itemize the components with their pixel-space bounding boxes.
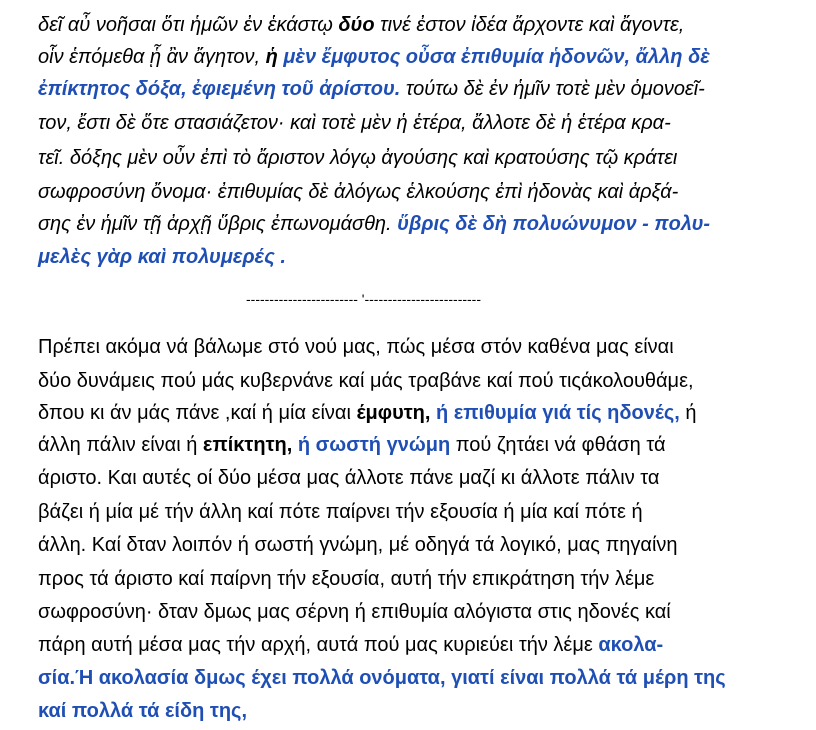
- modern-line-7: άλλη. Καί δταν λοιπόν ή σωστή γνώμη, μέ οδηγά τά λογικό, μας πηγαίνη: [38, 534, 678, 556]
- text-run: πού ζητάει νά φθάση τά: [450, 434, 666, 456]
- text-run: δπου κι άν μάς πάνε ,καί ή μία είναι: [38, 402, 357, 424]
- ancient-line-1: [38, 13, 684, 37]
- modern-line-2: δύο δυνάμεις πού μάς κυβερνάνε καί μάς τραβάνε καί πού τιςάκολουθάμε,: [38, 370, 694, 392]
- modern-line-9: σωφροσύνη· δταν δμως μας σέρνη ή επιθυμία αλόγιστα στις ηδονές καί: [38, 601, 671, 623]
- bold-term-emfyti: έμφυτη,: [356, 402, 431, 424]
- highlighted-phrase: μὲν ἔμφυτος οὖσα ἐπιθυμία ἡδονῶν, ἄλλη δὲ: [283, 46, 710, 68]
- ancient-line-8: μελὲς γὰρ καὶ πολυμερές .: [38, 246, 286, 268]
- ancient-line-6: σωφροσύνη ὄνομα· ἐπιθυμίας δὲ ἀλόγως ἑλκούσης ἐπὶ ἡδονὰς καὶ ἀρξά-: [38, 181, 679, 203]
- text-run: ή: [679, 402, 697, 424]
- modern-line-8: προς τά άριστο καί παίρνη τήν εξουσία, αυτή τήν επικράτηση τήν λέμε: [38, 568, 655, 590]
- ancient-line-5: τεῖ. δόξης μὲν οὖν ἐπὶ τὸ ἄριστον λόγῳ ἀγούσης καὶ κρατούσης τῷ κράτει: [38, 147, 678, 169]
- ancient-line-4: τον, ἔστι δὲ ὅτε στασιάζετον· καὶ τοτὲ μὲν ἡ ἑτέρα, ἄλλοτε δὲ ἡ ἑτέρα κρα-: [38, 112, 671, 134]
- highlighted-phrase: ἐπίκτητος δόξα, ἐφιεμένη τοῦ ἀρίστου.: [38, 78, 401, 100]
- bold-term-epiktiti: επίκτητη,: [202, 434, 293, 456]
- modern-line-5: άριστο. Και αυτές οί δύο μέσα μας άλλοτε πάνε μαζί κι άλλοτε πάλιν τα: [38, 467, 660, 489]
- text-run: πάρη αυτή μέσα μας τήν αρχή, αυτά πού μας κυριεύει τήν λέμε: [38, 634, 599, 656]
- highlighted-phrase: ακολα-: [598, 634, 664, 656]
- bold-term-duo: δύο: [338, 14, 375, 36]
- ancient-line-7: [38, 212, 710, 236]
- section-divider: ------------------------ '-------------------------: [246, 291, 482, 307]
- highlighted-phrase: ή επιθυμία γιά τίς ηδονές,: [435, 402, 680, 424]
- text-run: άλλη πάλιν είναι ή: [38, 434, 203, 456]
- ancient-line-3: [38, 77, 705, 101]
- text-run: σης ἐν ἡμῖν τῇ ἀρχῇ ὕβρις ἐπωνομάσθη.: [38, 213, 398, 235]
- ancient-line-2: [38, 45, 710, 69]
- highlighted-phrase: ὕβρις δὲ δὴ πολυώνυμον - πολυ-: [397, 213, 711, 235]
- modern-line-12: καί πολλά τά είδη της,: [38, 700, 247, 722]
- modern-line-3: [38, 401, 697, 425]
- modern-line-1: Πρέπει ακόμα νά βάλωμε στό νού μας, πώς μέσα στόν καθένα μας είναι: [38, 336, 674, 358]
- text-run: οἷν ἑπόμεθα ᾗ ἂν ἄγητον,: [38, 46, 266, 68]
- modern-line-4: [38, 433, 666, 457]
- bold-article: ἡ: [265, 46, 284, 68]
- modern-line-10: [38, 633, 663, 657]
- highlighted-phrase: ή σωστή γνώμη: [297, 434, 451, 456]
- modern-line-6: βάζει ή μία μέ τήν άλλη καί πότε παίρνει τήν εξουσία ή μία καί πότε ή: [38, 501, 643, 523]
- text-run: δεῖ αὖ νοῆσαι ὅτι ἡμῶν ἐν ἑκάστῳ: [38, 14, 339, 36]
- modern-line-11: σία.Ή ακολασία δμως έχει πολλά ονόματα, γιατί είναι πολλά τά μέρη της: [38, 667, 726, 689]
- text-run: τούτω δὲ ἐν ἡμῖν τοτὲ μὲν ὁμονοεῖ-: [400, 78, 705, 100]
- text-run: τινέ ἐστον ἰδέα ἄρχοντε καὶ ἄγοντε,: [374, 14, 685, 36]
